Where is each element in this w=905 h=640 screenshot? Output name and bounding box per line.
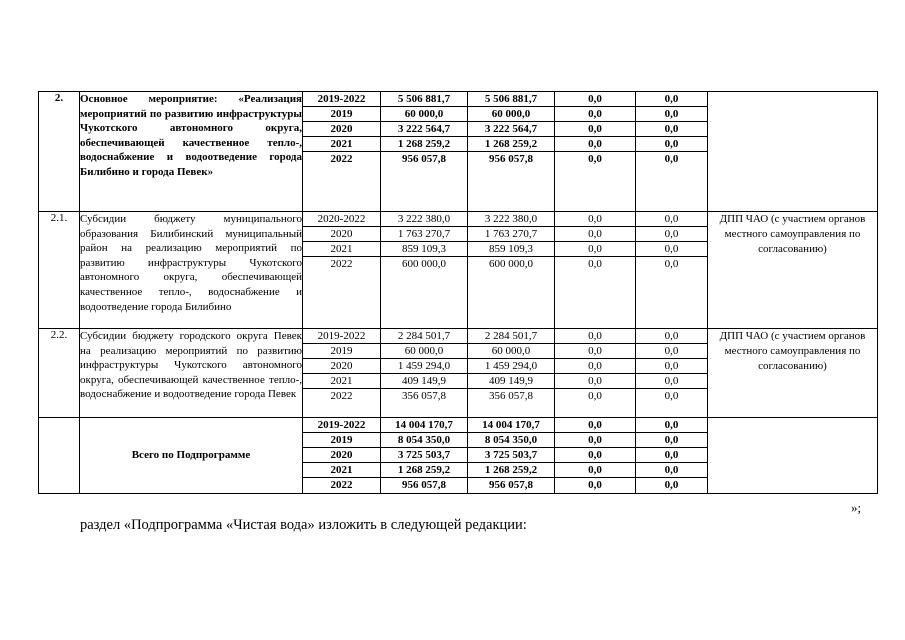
federal-budget-value: 0,0 — [555, 212, 635, 227]
federal-budget-list — [555, 92, 635, 166]
total-funding-value: 859 109,3 — [381, 242, 467, 257]
total-funding-value: 1 268 259,2 — [381, 463, 467, 478]
total-funding-value: 60 000,0 — [381, 344, 467, 359]
district-budget-cell — [468, 329, 555, 418]
local-budget-value: 0,0 — [636, 92, 707, 107]
total-funding-value: 956 057,8 — [402, 153, 446, 165]
federal-budget-value: 0,0 — [588, 390, 602, 402]
federal-budget-value: 0,0 — [555, 463, 635, 478]
year-value: 2020 — [303, 359, 380, 374]
federal-budget-cell — [555, 212, 636, 329]
total-label: Всего по Подпрограмме — [80, 418, 303, 494]
executor: ДПП ЧАО (с участием органов местного самоуправления по согласованию) — [708, 212, 878, 329]
district-budget-cell — [468, 92, 555, 212]
year-cell — [303, 92, 381, 212]
federal-budget-value: 0,0 — [555, 242, 635, 257]
total-funding-value: 14 004 170,7 — [381, 418, 467, 433]
federal-budget-list — [555, 329, 635, 403]
total-funding-cell — [381, 212, 468, 329]
year-value: 2022 — [330, 153, 353, 165]
total-funding-value: 1 763 270,7 — [381, 227, 467, 242]
district-budget-value: 956 057,8 — [489, 479, 533, 491]
year-value: 2021 — [303, 242, 380, 257]
local-budget-value: 0,0 — [636, 137, 707, 152]
total-funding-value: 956 057,8 — [402, 479, 446, 491]
local-budget-value: 0,0 — [636, 122, 707, 137]
year-cell — [303, 329, 381, 418]
district-budget-list — [468, 92, 554, 166]
local-budget-value: 0,0 — [664, 258, 679, 270]
district-budget-value: 14 004 170,7 — [468, 418, 554, 433]
local-budget-value: 0,0 — [636, 227, 707, 242]
federal-budget-value: 0,0 — [555, 448, 635, 463]
executor — [708, 418, 878, 494]
year-value: 2022 — [330, 479, 353, 491]
district-budget-cell — [468, 418, 555, 494]
local-budget-value: 0,0 — [636, 212, 707, 227]
row-description: Субсидии бюджету муниципального образования Билибинский муниципальный район на реализацию мероприятий по развитию инфраструктуры Чукотского автономного округа, обеспечивающей качественное тепло-, водоснабжение и водоотведение города Билибино — [80, 212, 303, 329]
federal-budget-value: 0,0 — [555, 418, 635, 433]
district-budget-value: 60 000,0 — [468, 344, 554, 359]
local-budget-list — [636, 329, 707, 403]
year-value: 2022 — [330, 390, 353, 402]
district-budget-list — [468, 329, 554, 403]
district-budget-list — [468, 212, 554, 271]
district-budget-value: 5 506 881,7 — [468, 92, 554, 107]
total-funding-value: 3 222 564,7 — [381, 122, 467, 137]
year-cell — [303, 212, 381, 329]
total-funding-value: 8 054 350,0 — [381, 433, 467, 448]
district-budget-value: 3 725 503,7 — [468, 448, 554, 463]
section-instruction-text: раздел «Подпрограмма «Чистая вода» изложить в следующей редакции: — [80, 517, 527, 533]
row-number: 2. — [39, 92, 80, 212]
local-budget-list — [636, 212, 707, 271]
district-budget-list — [468, 418, 554, 492]
year-cell — [303, 418, 381, 494]
district-budget-value: 1 763 270,7 — [468, 227, 554, 242]
federal-budget-value: 0,0 — [588, 258, 602, 270]
district-budget-value: 3 222 380,0 — [468, 212, 554, 227]
local-budget-value: 0,0 — [636, 418, 707, 433]
local-budget-value: 0,0 — [636, 463, 707, 478]
local-budget-cell — [636, 212, 708, 329]
closing-quote-mark: »; — [851, 500, 862, 515]
year-value: 2022 — [330, 258, 353, 270]
row-description: Основное мероприятие: «Реализация мероприятий по развитию инфраструктуры Чукотского автономного округа, обеспечивающей качественное тепло-, водоснабжение и водоотведение города Билибино и города Певек» — [80, 92, 303, 212]
year-value: 2019-2022 — [303, 329, 380, 344]
local-budget-value: 0,0 — [636, 329, 707, 344]
local-budget-value: 0,0 — [636, 448, 707, 463]
total-funding-value: 1 459 294,0 — [381, 359, 467, 374]
federal-budget-value: 0,0 — [555, 227, 635, 242]
total-funding-list — [381, 329, 467, 403]
local-budget-value: 0,0 — [636, 374, 707, 389]
federal-budget-value: 0,0 — [555, 137, 635, 152]
year-value: 2021 — [303, 374, 380, 389]
local-budget-cell — [636, 92, 708, 212]
federal-budget-list — [555, 418, 635, 492]
year-value: 2019 — [303, 107, 380, 122]
executor: ДПП ЧАО (с участием органов местного самоуправления по согласованию) — [708, 329, 878, 418]
year-list — [303, 329, 380, 403]
local-budget-value: 0,0 — [664, 390, 679, 402]
year-value: 2019-2022 — [303, 92, 380, 107]
local-budget-cell — [636, 418, 708, 494]
district-budget-value: 1 268 259,2 — [468, 137, 554, 152]
year-value: 2020-2022 — [303, 212, 380, 227]
federal-budget-value: 0,0 — [555, 374, 635, 389]
district-budget-value: 956 057,8 — [489, 153, 533, 165]
local-budget-value: 0,0 — [636, 107, 707, 122]
district-budget-value: 8 054 350,0 — [468, 433, 554, 448]
federal-budget-cell — [555, 418, 636, 494]
federal-budget-value: 0,0 — [555, 122, 635, 137]
row-number — [39, 418, 80, 494]
local-budget-value: 0,0 — [664, 153, 679, 165]
year-list — [303, 92, 380, 166]
district-budget-value: 1 268 259,2 — [468, 463, 554, 478]
total-funding-value: 1 268 259,2 — [381, 137, 467, 152]
row-number: 2.1. — [39, 212, 80, 329]
year-value: 2019 — [303, 433, 380, 448]
total-funding-list — [381, 418, 467, 492]
total-funding-value: 600 000,0 — [402, 258, 446, 270]
district-budget-value: 3 222 564,7 — [468, 122, 554, 137]
federal-budget-value: 0,0 — [588, 153, 602, 165]
executor — [708, 92, 878, 212]
table-row — [39, 329, 878, 418]
federal-budget-value: 0,0 — [555, 92, 635, 107]
total-funding-cell — [381, 329, 468, 418]
total-funding-list — [381, 92, 467, 166]
year-value: 2020 — [303, 448, 380, 463]
federal-budget-value: 0,0 — [555, 344, 635, 359]
table-row — [39, 212, 878, 329]
local-budget-value: 0,0 — [664, 479, 679, 491]
year-list — [303, 212, 380, 271]
district-budget-value: 409 149,9 — [468, 374, 554, 389]
district-budget-value: 60 000,0 — [468, 107, 554, 122]
total-funding-value: 356 057,8 — [402, 390, 446, 402]
federal-budget-value: 0,0 — [555, 329, 635, 344]
local-budget-value: 0,0 — [636, 242, 707, 257]
total-funding-value: 5 506 881,7 — [381, 92, 467, 107]
local-budget-list — [636, 418, 707, 492]
program-table — [38, 91, 878, 494]
federal-budget-cell — [555, 92, 636, 212]
local-budget-cell — [636, 329, 708, 418]
district-budget-value: 600 000,0 — [489, 258, 533, 270]
year-value: 2021 — [303, 463, 380, 478]
local-budget-value: 0,0 — [636, 359, 707, 374]
year-value: 2020 — [303, 122, 380, 137]
local-budget-value: 0,0 — [636, 344, 707, 359]
total-funding-value: 409 149,9 — [381, 374, 467, 389]
local-budget-value: 0,0 — [636, 433, 707, 448]
table-row — [39, 92, 878, 212]
total-funding-cell — [381, 418, 468, 494]
total-funding-value: 60 000,0 — [381, 107, 467, 122]
district-budget-value: 2 284 501,7 — [468, 329, 554, 344]
federal-budget-value: 0,0 — [555, 433, 635, 448]
total-funding-value: 2 284 501,7 — [381, 329, 467, 344]
federal-budget-cell — [555, 329, 636, 418]
row-number: 2.2. — [39, 329, 80, 418]
federal-budget-value: 0,0 — [588, 479, 602, 491]
total-funding-value: 3 222 380,0 — [381, 212, 467, 227]
federal-budget-list — [555, 212, 635, 271]
year-value: 2020 — [303, 227, 380, 242]
district-budget-value: 356 057,8 — [489, 390, 533, 402]
federal-budget-value: 0,0 — [555, 359, 635, 374]
federal-budget-value: 0,0 — [555, 107, 635, 122]
year-value: 2019-2022 — [303, 418, 380, 433]
year-list — [303, 418, 380, 492]
row-description: Субсидии бюджету городского округа Певек на реализацию мероприятий по развитию инфраструктуры Чукотского автономного округа, обеспечивающей качественное тепло-, водоснабжение и водоотведение города Певек — [80, 329, 303, 418]
year-value: 2019 — [303, 344, 380, 359]
table-row — [39, 418, 878, 494]
total-funding-cell — [381, 92, 468, 212]
total-funding-value: 3 725 503,7 — [381, 448, 467, 463]
district-budget-cell — [468, 212, 555, 329]
total-funding-list — [381, 212, 467, 271]
year-value: 2021 — [303, 137, 380, 152]
local-budget-list — [636, 92, 707, 166]
district-budget-value: 859 109,3 — [468, 242, 554, 257]
district-budget-value: 1 459 294,0 — [468, 359, 554, 374]
